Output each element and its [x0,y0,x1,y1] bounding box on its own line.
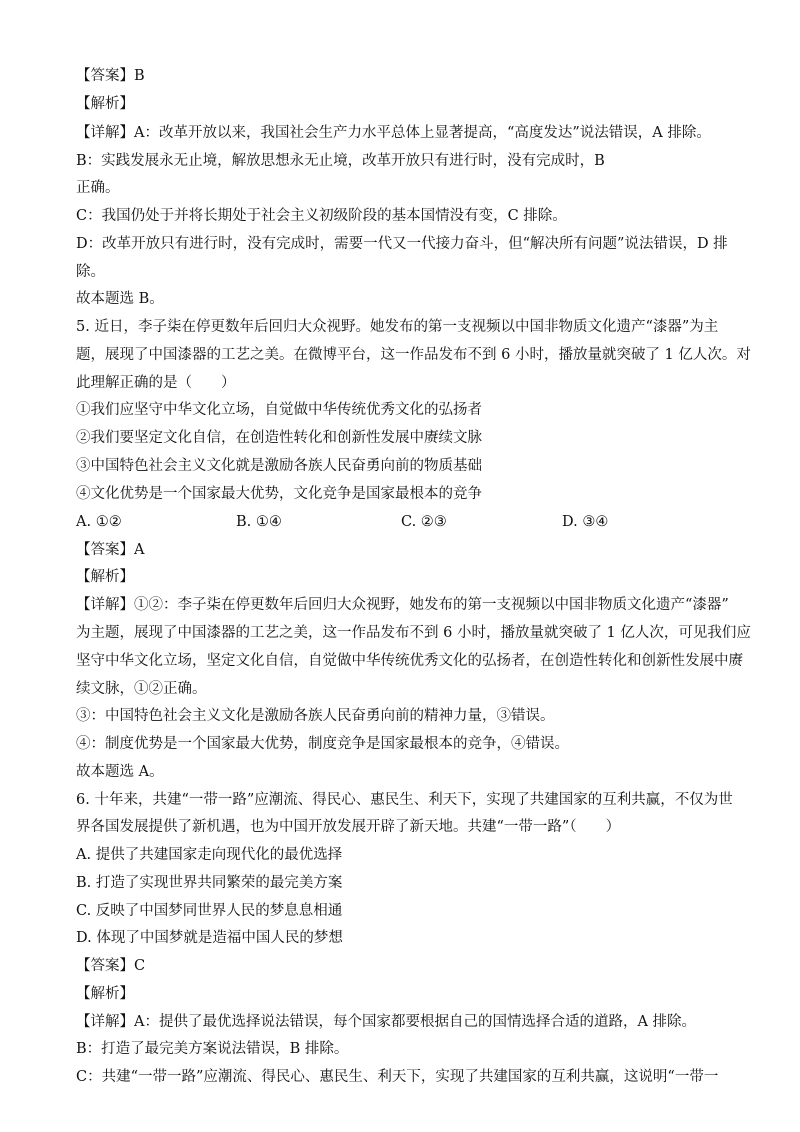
text-line: D. 体现了中国梦就是造福中国人民的梦想 [76,930,343,946]
text-line: 【答案】C [76,958,146,974]
text-line: ③中国特色社会主义文化就是激励各族人民奋勇向前的物质基础 [76,458,482,474]
text-line: B：打造了最完美方案说法错误，B 排除。 [76,1041,349,1057]
text-line: ④文化优势是一个国家最大优势，文化竞争是国家最根本的竞争 [76,486,482,502]
text-line: 除。 [76,264,105,280]
text-line: 此理解正确的是（ ） [76,375,236,391]
text-line: 【详解】A：提供了最优选择说法错误，每个国家都要根据自己的国情选择合适的道路，A 排除。 [76,1014,697,1030]
answer-option: D. ③④ [562,514,609,530]
text-line: B：实践发展永无止境，解放思想永无止境，改革开放只有进行时，没有完成时，B [76,153,605,169]
text-line: D：改革开放只有进行时，没有完成时，需要一代又一代接力奋斗，但“解决所有问题”说法错误，D 排 [76,236,728,252]
text-line: ③：中国特色社会主义文化是激励各族人民奋勇向前的精神力量，③错误。 [76,708,555,724]
text-line: 【详解】①②：李子柒在停更数年后回归大众视野，她发布的第一支视频以中国非物质文化遗产“漆器” [76,597,729,613]
text-line: 为主题，展现了中国漆器的工艺之美，这一作品发布不到 6 小时，播放量就突破了 1 亿人次，可见我们应 [76,625,751,641]
text-line: 【答案】A [76,542,145,558]
text-line: ①我们应坚守中华文化立场，自觉做中华传统优秀文化的弘扬者 [76,402,482,418]
text-line: 【答案】B [76,68,145,84]
answer-option: A. ①② [76,514,122,530]
answer-option: C. ②③ [401,514,447,530]
answer-options-row [76,512,736,532]
text-line: 【解析】 [76,986,134,1002]
text-line: 正确。 [76,180,120,196]
text-line: C：共建“一带一路”应潮流、得民心、惠民生、利天下，实现了共建国家的互利共赢，这说明“一带一 [76,1069,719,1085]
answer-option: B. ①④ [236,514,282,530]
text-line: C. 反映了中国梦同世界人民的梦息息相通 [76,903,343,919]
text-line: 续文脉，①②正确。 [76,681,207,697]
text-line: 5. 近日，李子柒在停更数年后回归大众视野。她发布的第一支视频以中国非物质文化遗产“漆器”为主 [76,319,719,335]
text-line: B. 打造了实现世界共同繁荣的最完美方案 [76,875,343,891]
text-line: 6. 十年来，共建“一带一路”应潮流、得民心、惠民生、利天下，实现了共建国家的互利共赢，不仅为世 [76,792,733,808]
text-line: ④：制度优势是一个国家最大优势，制度竞争是国家最根本的竞争，④错误。 [76,736,569,752]
text-line: 【解析】 [76,569,134,585]
text-line: 故本题选 A。 [76,764,164,780]
text-line: C：我国仍处于并将长期处于社会主义初级阶段的基本国情没有变，C 排除。 [76,208,567,224]
text-line: ②我们要坚定文化自信，在创造性转化和创新性发展中赓续文脉 [76,430,482,446]
text-line: 界各国发展提供了新机遇，也为中国开放发展开辟了新天地。共建“一带一路”（ ） [76,819,621,835]
text-line: A. 提供了共建国家走向现代化的最优选择 [76,847,343,863]
text-line: 【详解】A：改革开放以来，我国社会生产力水平总体上显著提高，“高度发达”说法错误，A 排除。 [76,125,711,141]
text-line: 故本题选 B。 [76,291,164,307]
text-line: 题，展现了中国漆器的工艺之美。在微博平台，这一作品发布不到 6 小时，播放量就突破了 1 亿人次。对 [76,347,751,363]
text-line: 【解析】 [76,96,134,112]
text-line: 坚守中华文化立场，坚定文化自信，自觉做中华传统优秀文化的弘扬者，在创造性转化和创新性发展中赓 [76,653,743,669]
